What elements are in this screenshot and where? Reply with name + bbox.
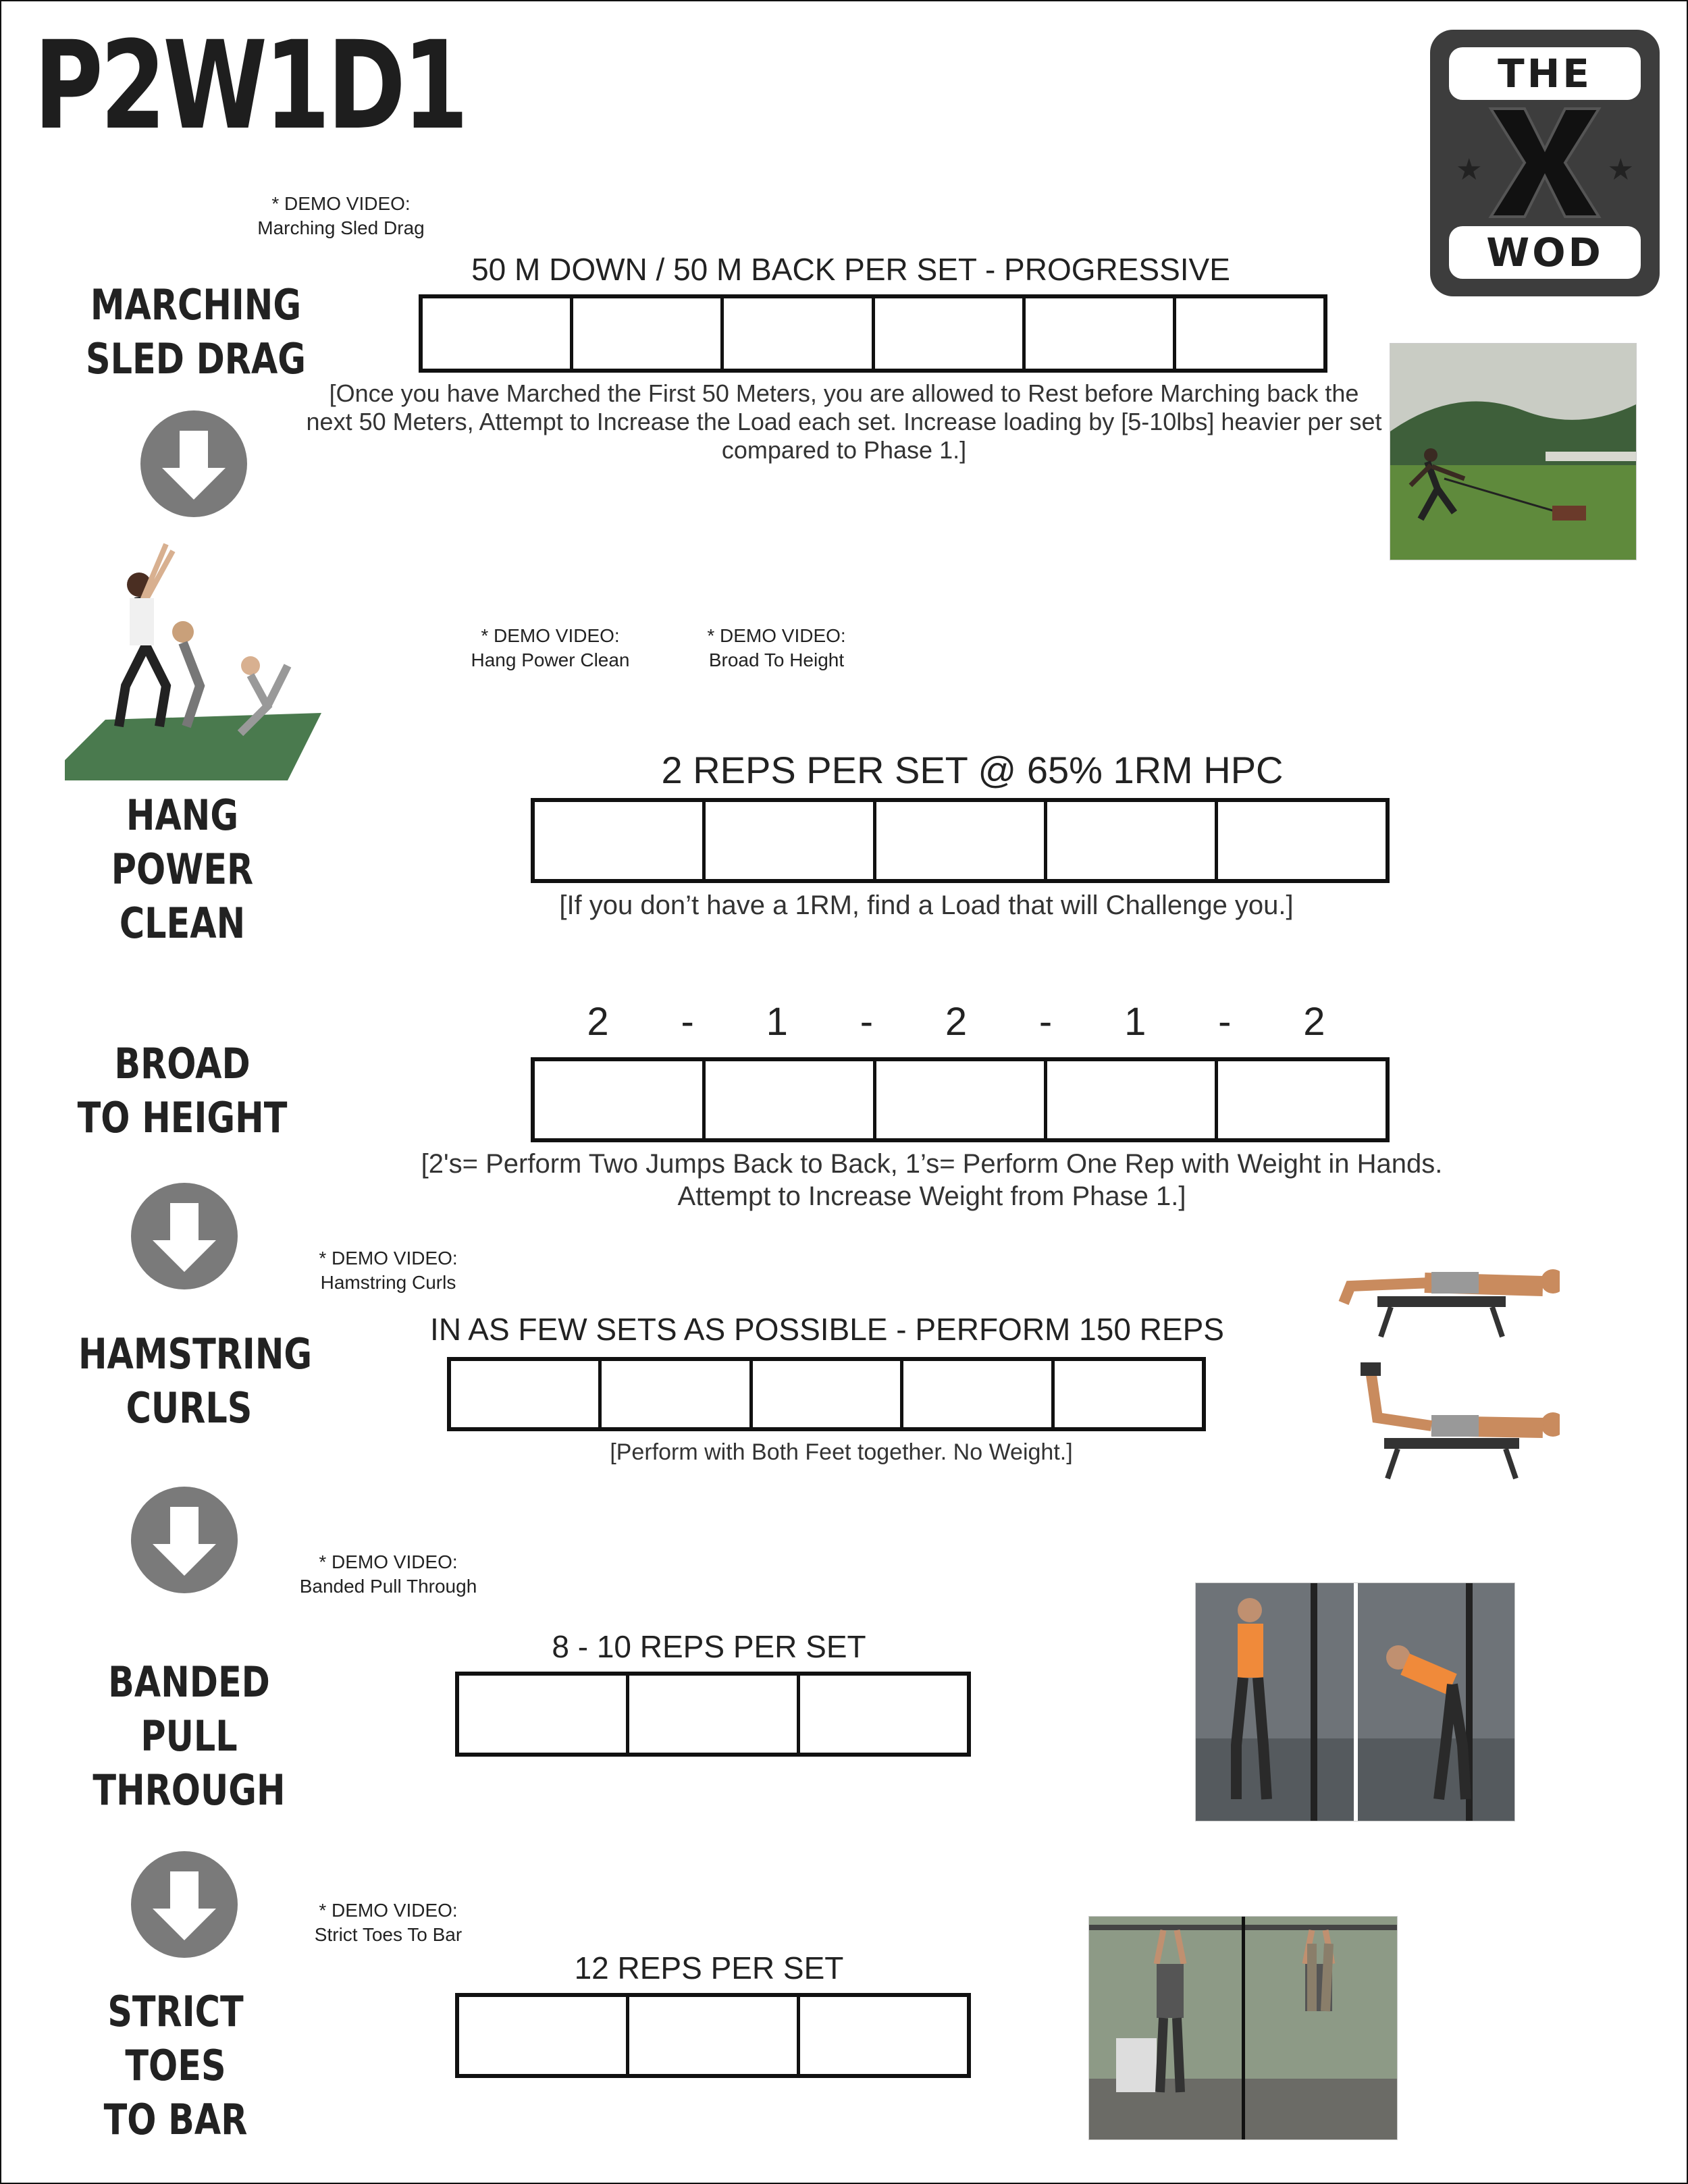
- rep-sequence-item: 2: [1303, 1000, 1325, 1044]
- exercise-name-line: HAMSTRING: [78, 1329, 313, 1379]
- demo-video-link-sled[interactable]: [230, 192, 452, 240]
- down-arrow-icon: [131, 1487, 238, 1593]
- demo-video-link-ham[interactable]: [290, 1246, 486, 1295]
- set-box[interactable]: [459, 1997, 629, 2074]
- note-ham: [Perform with Both Feet together. No Weight.]: [610, 1439, 1073, 1465]
- exercise-name-ham: [78, 1327, 313, 1435]
- demo-name: Hang Power Clean: [471, 649, 630, 670]
- set-heading-ttb: 12 REPS PER SET: [574, 1950, 844, 1986]
- exercise-name-ttb: [54, 1985, 298, 2147]
- rep-sequence-item: 2: [587, 1000, 609, 1044]
- demo-label: * DEMO VIDEO:: [319, 1248, 458, 1269]
- set-tracker-hpc: [531, 798, 1390, 883]
- exercise-name-broad: [72, 1037, 293, 1145]
- exercise-name-line: CLEAN: [119, 899, 246, 948]
- demo-video-link-broad[interactable]: [675, 624, 878, 672]
- set-box[interactable]: [1047, 802, 1218, 879]
- set-box[interactable]: [1176, 298, 1323, 369]
- exercise-name-line: HANG POWER: [111, 791, 254, 894]
- page-title: P2W1D1: [34, 16, 466, 157]
- demo-video-link-ttb[interactable]: [280, 1898, 496, 1947]
- set-box[interactable]: [876, 802, 1047, 879]
- banded-pull-through-photo: [1195, 1582, 1515, 1821]
- set-box[interactable]: [573, 298, 724, 369]
- set-box[interactable]: [1218, 1061, 1386, 1138]
- demo-label: * DEMO VIDEO:: [319, 1551, 458, 1572]
- set-heading-sled: 50 M DOWN / 50 M BACK PER SET - PROGRESSIVE: [471, 252, 1230, 287]
- set-box[interactable]: [535, 1061, 706, 1138]
- demo-name: Strict Toes To Bar: [314, 1924, 463, 1945]
- broad-jump-photo: [65, 531, 321, 780]
- demo-video-link-banded[interactable]: [280, 1550, 496, 1599]
- demo-video-link-hpc[interactable]: [446, 624, 655, 672]
- set-box[interactable]: [800, 1997, 967, 2074]
- note-broad: [2's= Perform Two Jumps Back to Back, 1’s= Perform One Rep with Weight in Hands. Attempt to Increase Weight from Phase 1.]: [421, 1149, 1443, 1211]
- exercise-name-line: PULL THROUGH: [93, 1711, 286, 1815]
- set-heading-hpc: 2 REPS PER SET @ 65% 1RM HPC: [661, 749, 1284, 791]
- set-box[interactable]: [1047, 1061, 1218, 1138]
- set-tracker-broad: [531, 1057, 1390, 1142]
- rep-sequence-item: 2: [945, 1000, 968, 1044]
- set-box[interactable]: [423, 298, 573, 369]
- demo-name: Hamstring Curls: [320, 1272, 456, 1293]
- set-box[interactable]: [903, 1361, 1054, 1427]
- note-hpc: [If you don’t have a 1RM, find a Load that will Challenge you.]: [559, 890, 1294, 920]
- demo-name: Broad To Height: [708, 649, 845, 670]
- star-icon: ★: [1456, 153, 1483, 186]
- set-tracker-banded: [455, 1672, 971, 1757]
- exercise-name-line: BROAD: [114, 1039, 250, 1088]
- demo-label: * DEMO VIDEO:: [481, 625, 620, 646]
- sled-drag-photo: [1390, 343, 1637, 560]
- set-box[interactable]: [753, 1361, 903, 1427]
- set-box[interactable]: [876, 1061, 1047, 1138]
- rep-sequence-item: 1: [766, 1000, 788, 1044]
- rep-sequence-item: -: [1038, 1000, 1053, 1044]
- set-box[interactable]: [875, 298, 1026, 369]
- down-arrow-icon: [131, 1183, 238, 1289]
- set-tracker-ham: [447, 1357, 1206, 1431]
- exercise-name-banded: [68, 1655, 311, 1817]
- note-sled: [Once you have Marched the First 50 Meters, you are allowed to Rest before Marching back the next 50 Meters, Attempt to Increase the Load each set. Increase loading by [5-10lbs] heavier per set compared to Phase 1.]: [306, 379, 1382, 464]
- exercise-name-line: STRICT TOES: [107, 1987, 244, 2090]
- set-tracker-ttb: [455, 1993, 971, 2078]
- rep-sequence-item: -: [860, 1000, 874, 1044]
- set-box[interactable]: [800, 1676, 967, 1753]
- set-box[interactable]: [1055, 1361, 1202, 1427]
- logo-top-text: THE: [1498, 51, 1592, 97]
- set-box[interactable]: [706, 802, 876, 879]
- set-box[interactable]: [459, 1676, 629, 1753]
- set-box[interactable]: [629, 1676, 799, 1753]
- logo-bottom-band: [1449, 226, 1641, 279]
- rep-sequence-item: 1: [1124, 1000, 1146, 1044]
- demo-name: Banded Pull Through: [299, 1576, 477, 1597]
- exercise-name-line: SLED DRAG: [85, 334, 307, 383]
- rep-sequence-item: -: [1218, 1000, 1232, 1044]
- demo-label: * DEMO VIDEO:: [319, 1900, 458, 1921]
- exercise-name-line: TO HEIGHT: [77, 1093, 288, 1142]
- hamstring-curl-photo: [1330, 1249, 1560, 1492]
- exercise-name-line: MARCHING: [90, 280, 302, 329]
- logo-top-band: [1449, 47, 1641, 100]
- exercise-name-line: BANDED: [108, 1657, 270, 1707]
- demo-label: * DEMO VIDEO:: [707, 625, 846, 646]
- rep-sequence-item: -: [681, 1000, 694, 1044]
- set-box[interactable]: [1026, 298, 1176, 369]
- set-box[interactable]: [535, 802, 706, 879]
- exercise-name-hpc: [72, 789, 293, 951]
- exercise-name-line: TO BAR: [103, 2095, 248, 2144]
- set-box[interactable]: [629, 1997, 799, 2074]
- demo-name: Marching Sled Drag: [257, 217, 425, 238]
- demo-label: * DEMO VIDEO:: [271, 193, 411, 214]
- logo-bottom-text: WOD: [1486, 230, 1604, 275]
- set-heading-ham: IN AS FEW SETS AS POSSIBLE - PERFORM 150 REPS: [430, 1312, 1224, 1347]
- set-box[interactable]: [706, 1061, 876, 1138]
- toes-to-bar-photo: [1088, 1916, 1398, 2140]
- down-arrow-icon: [140, 410, 247, 517]
- rep-sequence-broad: [551, 999, 1361, 1044]
- down-arrow-icon: [131, 1851, 238, 1958]
- set-box[interactable]: [1218, 802, 1386, 879]
- set-box[interactable]: [602, 1361, 752, 1427]
- the-x-wod-logo: [1430, 30, 1660, 296]
- set-heading-banded: 8 - 10 REPS PER SET: [552, 1629, 866, 1664]
- exercise-name-line: CURLS: [126, 1383, 253, 1433]
- star-icon: ★: [1607, 153, 1634, 186]
- set-tracker-sled: [419, 294, 1327, 373]
- set-box[interactable]: [724, 298, 874, 369]
- set-box[interactable]: [451, 1361, 602, 1427]
- exercise-name-sled: [85, 278, 307, 386]
